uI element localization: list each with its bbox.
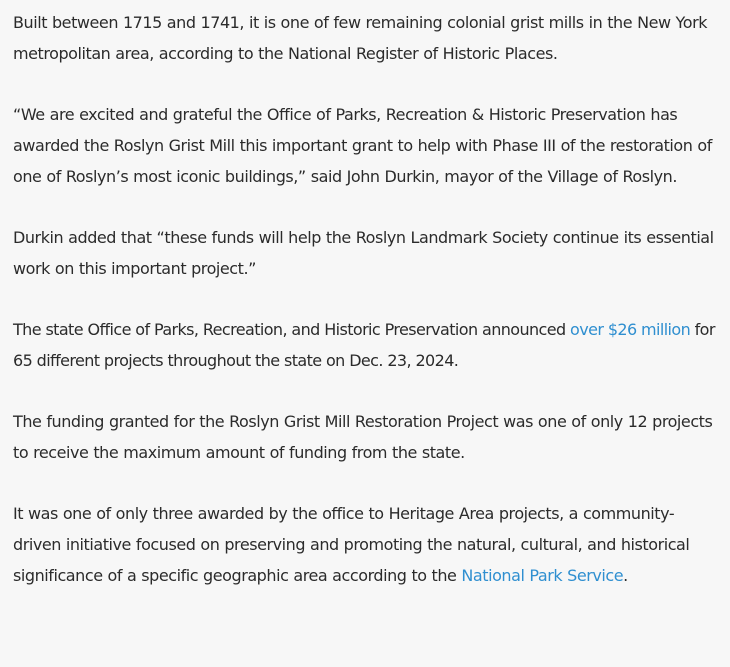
over-26-million-link[interactable]: over $26 million [570, 320, 691, 339]
paragraph-heritage-area-text: It was one of only three awarded by the office to Heritage Area projects, a community-driven initiative focused on preserving and promoting the natural, cultural, and historical significance of a specific geographic area according to the [13, 504, 690, 585]
paragraph-durkin-quote: “We are excited and grateful the Office of Parks, Recreation & Historic Preservation has awarded the Roslyn Grist Mill this important grant to help with Phase III of the restoration of one of Roslyn’s most iconic buildings,” said John Durkin, mayor of the Village of Roslyn. [13, 105, 712, 186]
national-park-service-link[interactable]: National Park Service [461, 566, 624, 585]
paragraph-state-funding-text-end: for 65 different projects throughout the state on Dec. 23, 2024. [13, 320, 715, 370]
paragraph-mill-history: Built between 1715 and 1741, it is one of few remaining colonial grist mills in the New York metropolitan area, according to the National Register of Historic Places. [13, 13, 708, 63]
paragraph-state-funding-text: The state Office of Parks, Recreation, and Historic Preservation announced [13, 320, 571, 339]
paragraph-durkin-added: Durkin added that “these funds will help the Roslyn Landmark Society continue its essential work on this important project.” [13, 228, 714, 278]
paragraph-heritage-area [13, 498, 716, 591]
paragraph-state-funding [13, 314, 716, 376]
paragraph-heritage-area-period: . [623, 566, 628, 585]
paragraph-maximum-funding: The funding granted for the Roslyn Grist Mill Restoration Project was one of only 12 projects to receive the maximum amount of funding from the state. [13, 412, 713, 462]
